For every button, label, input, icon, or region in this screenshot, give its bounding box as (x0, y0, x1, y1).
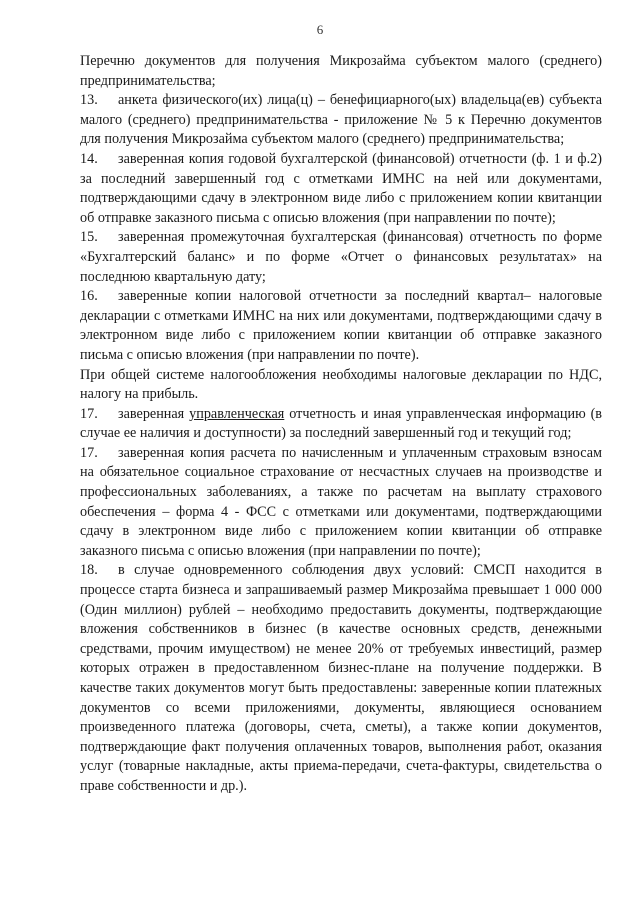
item-number: 16. (80, 288, 98, 305)
item-text: анкета физического(их) лица(ц) – бенефициарного(ых) владельца(ев) субъекта малого (среднего) предпринимательства - приложение № 5 к Перечню документов для получения Микрозайма субъектом малого (среднего) предпринимательства; (80, 92, 602, 148)
paragraph-text: Перечню документов для получения Микрозайма субъектом малого (среднего) предпринимательства; (80, 53, 602, 89)
item-number: 17. (80, 444, 98, 461)
item-text: в случае одновременного соблюдения двух условий: СМСП находится в процессе старта бизнеса и запрашиваемый размер Микрозайма превышает 1 000 000 (Один миллион) рублей – необходимо предоставить документы, подтверждающие вложения собственников в бизнес (в качестве основных средств, денежными средствами, прочим имуществом) не менее 20% от требуемых инвестиций, размер которых отражен в предоставленном бизнес-плане на получение поддержки. В качестве таких документов могут быть предоставлены: заверенные копии платежных документов со всеми приложениями, документы, являющиеся основанием произведенного платежа (договоры, счета, сметы), а также копии документов, подтверждающие факт получения оплаченных товаров, выполнения работ, оказания услуг (товарные накладные, акты приема-передачи, счета-фактуры, свидетельства о праве собственности и др.). (80, 562, 602, 794)
item-text: заверенные копии налоговой отчетности за последний квартал– налоговые декларации с отметками ИМНС на них или документами, подтверждающими сдачу в электронном виде либо с приложением копии квитанции об отправке заказного письма с описью вложения (при направлении по почте). (80, 288, 602, 363)
page-number: 6 (316, 22, 324, 37)
list-item-17-insurance (80, 444, 602, 562)
item-text: заверенная промежуточная бухгалтерская (финансовая) отчетность по форме «Бухгалтерский баланс» и по форме «Отчет о финансовых результатах» на последнюю квартальную дату; (80, 229, 602, 285)
item-text: заверенная копия расчета по начисленным и уплаченным страховым взносам на обязательное социальное страхование от несчастных случаев на производстве и профессиональных заболеваниях, а также по расчетам на выплату страхового обеспечения – форма 4 - ФСС с отметками или документами, подтверждающими сдачу в электронном виде либо с приложением копии квитанции об отправке заказного письма с описью вложения (при направлении по почте); (80, 444, 602, 559)
paragraph-text: При общей системе налогообложения необходимы налоговые декларации по НДС, налогу на прибыль. (80, 366, 602, 403)
document-body (80, 52, 602, 797)
item-text: заверенная копия годовой бухгалтерской (финансовой) отчетности (ф. 1 и ф.2) за последний завершенный год с отметками ИМНС на ней или документами, подтверждающими сдачу в электронном виде либо с приложением копии квитанции об отправке заказного письма с описью вложения (при направлении по почте); (80, 150, 602, 226)
item-text-pre: заверенная (118, 405, 190, 422)
list-item-16 (80, 287, 602, 365)
item-number: 15. (80, 229, 98, 246)
list-item-18 (80, 561, 602, 796)
list-item-17-management (80, 405, 602, 444)
item-number: 13. (80, 92, 98, 109)
item-number: 17. (80, 405, 98, 422)
item-text-underlined: управленческая (189, 405, 285, 422)
list-item-13 (80, 91, 602, 150)
paragraph-continuation (80, 52, 602, 91)
item-number: 14. (80, 150, 98, 167)
list-item-14 (80, 150, 602, 228)
list-item-15 (80, 228, 602, 287)
paragraph-tax-note (80, 366, 602, 405)
item-text: отчетность и иная управленческая информацию (в случае ее наличия и доступности) за последний завершенный год и текущий год; (80, 405, 602, 442)
item-number: 18. (80, 562, 98, 579)
